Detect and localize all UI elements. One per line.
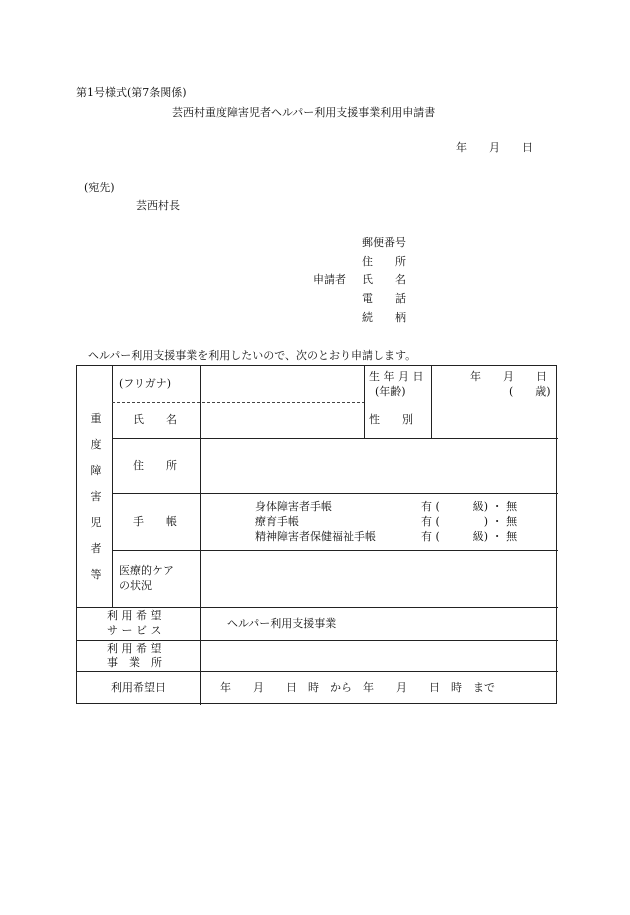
form-title: 芸西村重度障害児者ヘルパー利用支援事業利用申請書 [172, 106, 436, 119]
office-label-2: 事 業 所 [107, 656, 162, 669]
furigana-divider [112, 402, 365, 403]
handbook-mental: 精神障害者保健福祉手帳 [255, 530, 376, 543]
furigana-label: (フリガナ) [119, 377, 172, 390]
service-label-1: 利 用 希 望 [107, 609, 162, 622]
form-number: 第1号様式(第7条関係) [76, 86, 187, 99]
date-label: 利用希望日 [111, 681, 166, 694]
section-label-char: 害 [90, 490, 102, 503]
birthdate-value: 年 月 日 [470, 370, 547, 383]
handbook-physical: 身体障害者手帳 [255, 500, 332, 513]
handbook-physical-status: 有 ( 級) ・ 無 [421, 500, 518, 513]
intro-text: ヘルパー利用支援事業を利用したいので、次のとおり申請します。 [88, 349, 417, 362]
divider-sex-right [431, 402, 432, 438]
application-date: 年 月 日 [456, 141, 533, 154]
addressee-name: 芸西村長 [136, 199, 180, 212]
applicant-field-relationship: 続 柄 [362, 311, 406, 324]
row-divider-office [77, 671, 558, 672]
birthdate-label: 生 年 月 日 [369, 370, 424, 383]
section-label-char: 重 [90, 412, 102, 425]
addressee-label: (宛先) [84, 181, 115, 194]
handbook-rehab: 療育手帳 [255, 515, 299, 528]
applicant-field-postal: 郵便番号 [362, 236, 406, 249]
address-label: 住 所 [133, 459, 177, 472]
section-label-char: 度 [90, 438, 102, 451]
office-label-1: 利 用 希 望 [107, 642, 162, 655]
row-divider-medical [77, 607, 558, 608]
row-divider-service [77, 640, 558, 641]
applicant-field-phone: 電 話 [362, 292, 406, 305]
service-value: ヘルパー利用支援事業 [227, 617, 337, 630]
applicant-field-name: 氏 名 [362, 273, 406, 286]
medical-care-label-1: 医療的ケア [119, 564, 174, 577]
row-divider-handbook [112, 550, 558, 551]
handbook-rehab-status: 有 ( ) ・ 無 [421, 515, 518, 528]
row-divider-name [112, 438, 558, 439]
handbook-mental-status: 有 ( 級) ・ 無 [421, 530, 518, 543]
applicant-field-address: 住 所 [362, 255, 406, 268]
date-value: 年 月 日 時 から 年 月 日 時 まで [220, 681, 495, 694]
row-divider-address [112, 493, 558, 494]
divider-label-col [200, 366, 201, 705]
section-label-char: 児 [90, 516, 102, 529]
name-label: 氏 名 [133, 413, 177, 426]
medical-care-label-2: の状況 [119, 579, 152, 592]
age-label: (年齢) [375, 385, 406, 398]
section-label-char: 等 [90, 568, 102, 581]
sex-label: 性 別 [369, 413, 413, 426]
application-table [76, 365, 557, 704]
section-label-vertical [89, 406, 103, 588]
divider-sex-left [364, 402, 365, 438]
age-value: ( 歳) [509, 385, 551, 398]
service-label-2: サ ー ビ ス [107, 624, 162, 637]
section-label-char: 者 [90, 542, 102, 555]
section-label-char: 障 [90, 464, 102, 477]
handbook-label: 手 帳 [133, 515, 177, 528]
applicant-role-label: 申請者 [313, 273, 346, 286]
